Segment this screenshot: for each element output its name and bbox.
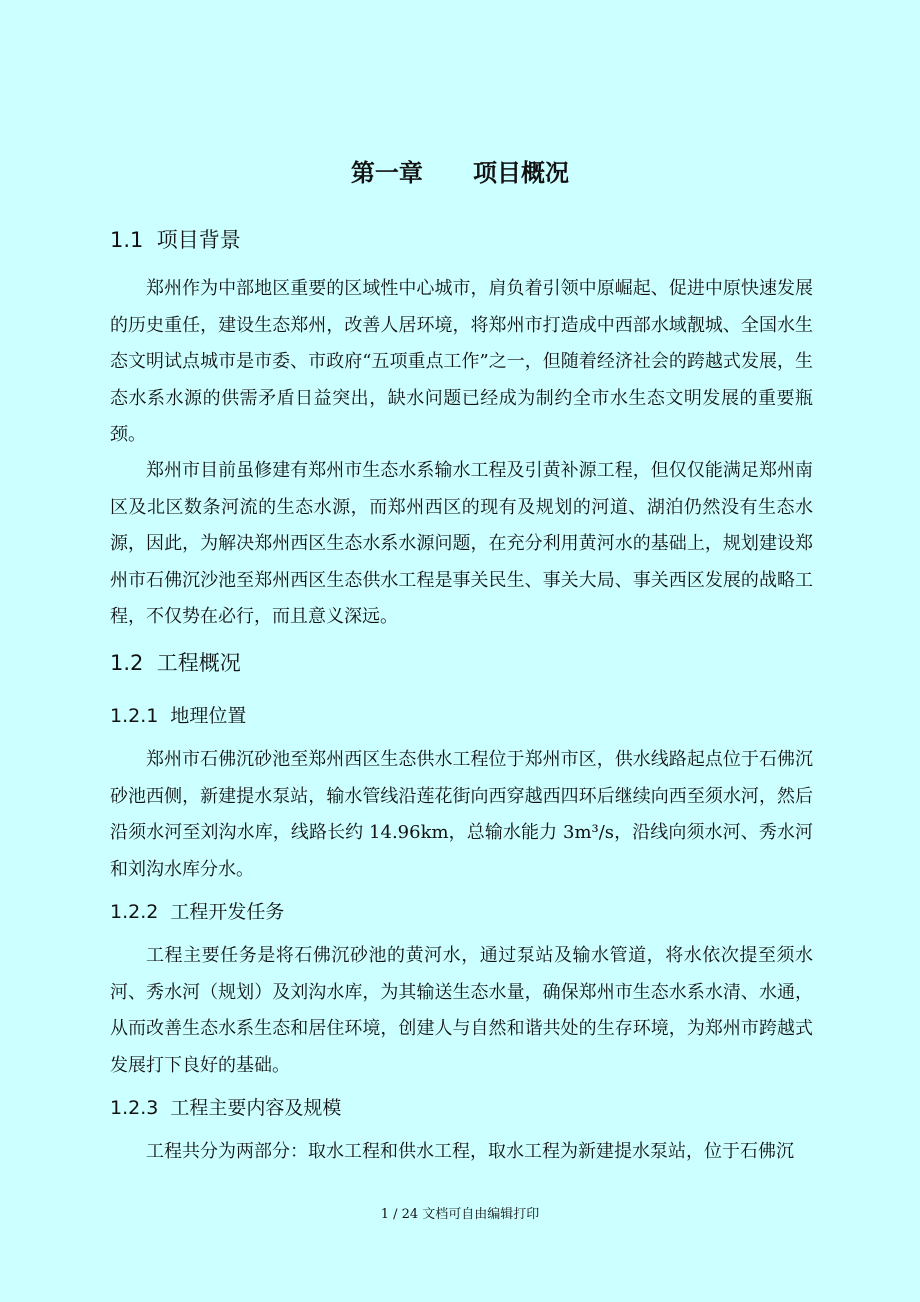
section-heading-1-2-3: 1.2.3 工程主要内容及规模 (110, 1097, 342, 1119)
section-heading-1-2: 1.2 工程概况 (110, 651, 241, 675)
section-heading-1-1: 1.1 项目背景 (110, 228, 241, 252)
paragraph-scale: 工程共分为两部分：取水工程和供水工程，取水工程为新建提水泵站，位于石佛沉 (146, 1141, 794, 1162)
paragraph-tasks: 工程主要任务是将石佛沉砂池的黄河水，通过泵站及输水管道，将水依次提至须水河、秀水河（规划）及刘沟水库，为其输送生态水量，确保郑州市生态水系水清、水通，从而改善生态水系生态和居住环境，创建人与自然和谐共处的生存环境，为郑州市跨越式发展打下良好的基础。 (110, 945, 813, 1076)
paragraph-background-2: 郑州市目前虽修建有郑州市生态水系输水工程及引黄补源工程，但仅仅能满足郑州南区及北区数条河流的生态水源，而郑州西区的现有及规划的河道、湖泊仍然没有生态水源，因此，为解决郑州西区生态水系水源问题，在充分利用黄河水的基础上，规划建设郑州市石佛沉沙池至郑州西区生态供水工程是事关民生、事关大局、事关西区发展的战略工程，不仅势在必行，而且意义深远。 (110, 460, 813, 628)
paragraph-location: 郑州市石佛沉砂池至郑州西区生态供水工程位于郑州市区，供水线路起点位于石佛沉砂池西侧，新建提水泵站，输水管线沿莲花街向西穿越西四环后继续向西至须水河，然后沿须水河至刘沟水库，线路长约 14.96km，总输水能力 3m³/s，沿线向须水河、秀水河和刘沟水库分水。 (110, 749, 813, 880)
chapter-title: 第一章 项目概况 (350, 159, 570, 187)
section-heading-1-2-2: 1.2.2 工程开发任务 (110, 901, 285, 923)
page-footer: 1 / 24 文档可自由编辑打印 (380, 1207, 540, 1222)
section-heading-1-2-1: 1.2.1 地理位置 (110, 705, 247, 727)
paragraph-background-1: 郑州作为中部地区重要的区域性中心城市，肩负着引领中原崛起、促进中原快速发展的历史重任，建设生态郑州，改善人居环境，将郑州市打造成中西部水域靓城、全国水生态文明试点城市是市委、市政府“五项重点工作”之一，但随着经济社会的跨越式发展，生态水系水源的供需矛盾日益突出，缺水问题已经成为制约全市水生态文明发展的重要瓶颈。 (110, 278, 813, 446)
